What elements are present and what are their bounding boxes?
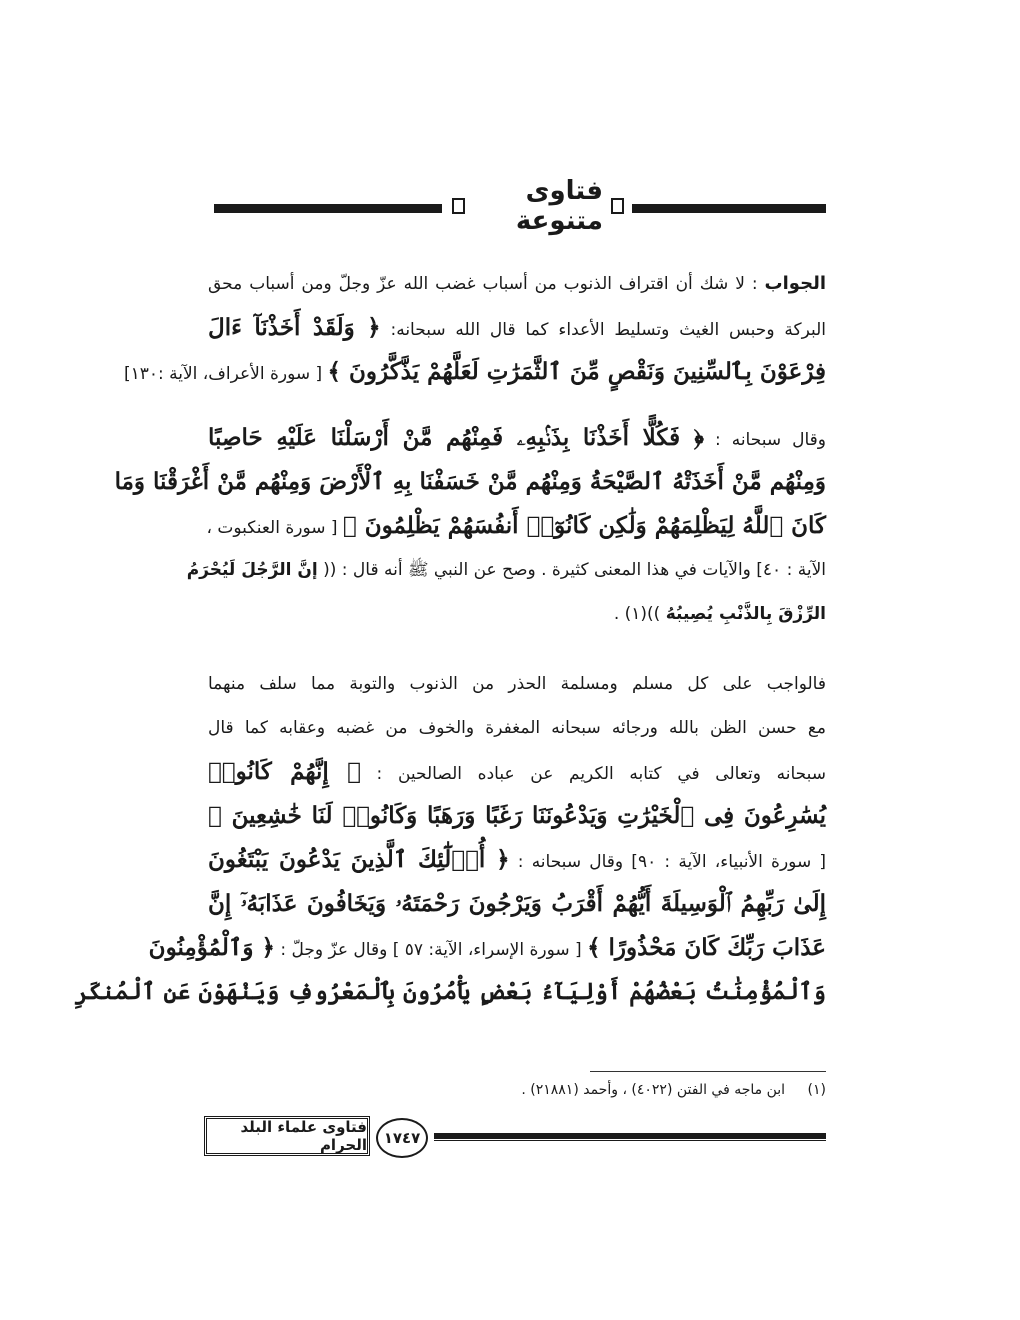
hadith-text: إنَّ الرَّجُلَ لَيُحْرَمُ bbox=[186, 560, 318, 580]
text-line bbox=[208, 750, 826, 794]
paragraph-ankabut bbox=[114, 416, 826, 636]
answer-label: الجواب bbox=[764, 273, 826, 294]
text-line bbox=[208, 838, 826, 882]
quran-verse: ﴿ وَٱلْمُؤْمِنُونَ bbox=[148, 934, 275, 961]
body-text: وقال سبحانه : bbox=[703, 430, 826, 450]
text-line bbox=[208, 592, 826, 636]
quran-verse: فِرْعَوْنَ بِٱلسِّنِينَ وَنَقْصٍ مِّنَ ٱلثَّمَرَٰتِ لَعَلَّهُمْ يَذَّكَّرُونَ ﴾ bbox=[327, 358, 826, 385]
quran-verse: يُسَٰرِعُونَ فِى ٱلْخَيْرَٰتِ وَيَدْعُونَنَا رَغَبًا وَرَهَبًا وَكَانُوا۟ لَنَا خَٰشِعِينَ ﴾ bbox=[208, 802, 826, 829]
footer-rule-thin bbox=[434, 1140, 826, 1141]
text-line bbox=[208, 262, 826, 306]
page-number: ١٧٤٧ bbox=[376, 1118, 428, 1158]
quran-verse: إِلَىٰ رَبِّهِمُ ٱلْوَسِيلَةَ أَيُّهُمْ أَقْرَبُ وَيَرْجُونَ رَحْمَتَهُۥ وَيَخَافُونَ عَذَابَهُۥٓ إِنَّ bbox=[208, 890, 826, 917]
body-text: [ سورة الأنبياء، الآية : ٩٠] وقال سبحانه : bbox=[509, 852, 827, 872]
body-text: مع حسن الظن بالله ورجائه سبحانه المغفرة والخوف من غضبه وعقابه كما قال bbox=[208, 718, 826, 738]
body-text: سبحانه وتعالى في كتابه الكريم عن عباده الصالحين : bbox=[360, 764, 826, 784]
text-line bbox=[208, 794, 826, 838]
header-square-icon bbox=[452, 198, 465, 214]
header-rule-left bbox=[214, 204, 442, 213]
footnote bbox=[520, 1082, 826, 1098]
hadith-text: الرِّزْقَ بِالذَّنْبِ يُصِيبُهُ bbox=[665, 604, 826, 624]
text-line bbox=[208, 706, 826, 750]
text-line bbox=[186, 548, 826, 592]
paragraph-obligation bbox=[74, 662, 827, 1014]
page-title: فتاوى متنوعة bbox=[515, 176, 604, 236]
header-rule-right bbox=[632, 204, 826, 213]
book-title: فتاوى علماء البلد الحرام bbox=[204, 1116, 370, 1156]
body-text: ))(١) . bbox=[613, 604, 666, 624]
text-line bbox=[148, 926, 826, 970]
text-line bbox=[123, 350, 826, 394]
text-line bbox=[114, 460, 826, 504]
text-line bbox=[208, 306, 826, 350]
text-line bbox=[208, 504, 826, 548]
text-line bbox=[74, 970, 826, 1014]
paragraph-answer bbox=[123, 262, 826, 394]
quran-verse: عَذَابَ رَبِّكَ كَانَ مَحْذُورًا ﴾ bbox=[587, 934, 826, 961]
body-text: [ سورة العنكبوت ، bbox=[206, 518, 343, 538]
body-text: البركة وحبس الغيث وتسليط الأعداء كما قال الله سبحانه: bbox=[380, 320, 826, 340]
footnote-number: (١) bbox=[807, 1082, 826, 1098]
text-line bbox=[208, 882, 826, 926]
body-text: : لا شك أن اقتراف الذنوب من أسباب غضب الله عزّ وجلّ ومن أسباب محق bbox=[208, 274, 765, 294]
quran-verse: وَٱلْمُؤْمِنَٰتُ بَعْضُهُمْ أَوْلِيَآءُ بَعْضٍ يَأْمُرُونَ بِٱلْمَعْرُوفِ وَيَنْهَوْنَ عَنِ ٱلْمُنكَرِ bbox=[74, 978, 826, 1005]
body-text: [ سورة الإسراء، الآية: ٥٧ ] وقال عزّ وجلّ : bbox=[274, 940, 588, 960]
quran-verse: ﴿ أُو۟لَٰٓئِكَ ٱلَّذِينَ يَدْعُونَ يَبْتَغُونَ bbox=[208, 846, 510, 873]
quran-verse: ﴿ إِنَّهُمْ كَانُوا۟ bbox=[208, 758, 361, 785]
quran-verse: ﴿ وَلَقَدْ أَخَذْنَآ ءَالَ bbox=[208, 314, 381, 341]
body-text: الآية : ٤٠] والآيات في هذا المعنى كثيرة . وصح عن النبي ﷺ أنه قال : (( bbox=[317, 560, 826, 580]
footer-rule bbox=[434, 1133, 826, 1139]
body-text: فالواجب على كل مسلم ومسلمة الحذر من الذنوب والتوبة مما سلف منهما bbox=[208, 674, 826, 694]
footnote-separator bbox=[590, 1071, 826, 1072]
quran-verse: وَمِنْهُم مَّنْ أَخَذَتْهُ ٱلصَّيْحَةُ وَمِنْهُم مَّنْ خَسَفْنَا بِهِ ٱلْأَرْضَ وَمِنْهُم مَّنْ أَغْرَقْنَا وَمَا bbox=[114, 468, 826, 495]
quran-verse: كَانَ ٱللَّهُ لِيَظْلِمَهُمْ وَلَٰكِن كَانُوٓا۟ أَنفُسَهُمْ يَظْلِمُونَ ﴾ bbox=[342, 512, 826, 539]
text-line bbox=[208, 662, 826, 706]
header-title-group bbox=[452, 176, 624, 236]
text-line bbox=[208, 416, 826, 460]
header-square-icon bbox=[611, 198, 624, 214]
footnote-text: ابن ماجه في الفتن (٤٠٢٢) ، وأحمد (٢١٨٨١) . bbox=[521, 1082, 786, 1098]
quran-verse: ﴿ فَكُلًّا أَخَذْنَا بِذَنۢبِهِۦ فَمِنْهُم مَّنْ أَرْسَلْنَا عَلَيْهِ حَاصِبًا bbox=[208, 424, 704, 451]
body-text: [ سورة الأعراف، الآية :١٣٠] bbox=[123, 364, 328, 384]
